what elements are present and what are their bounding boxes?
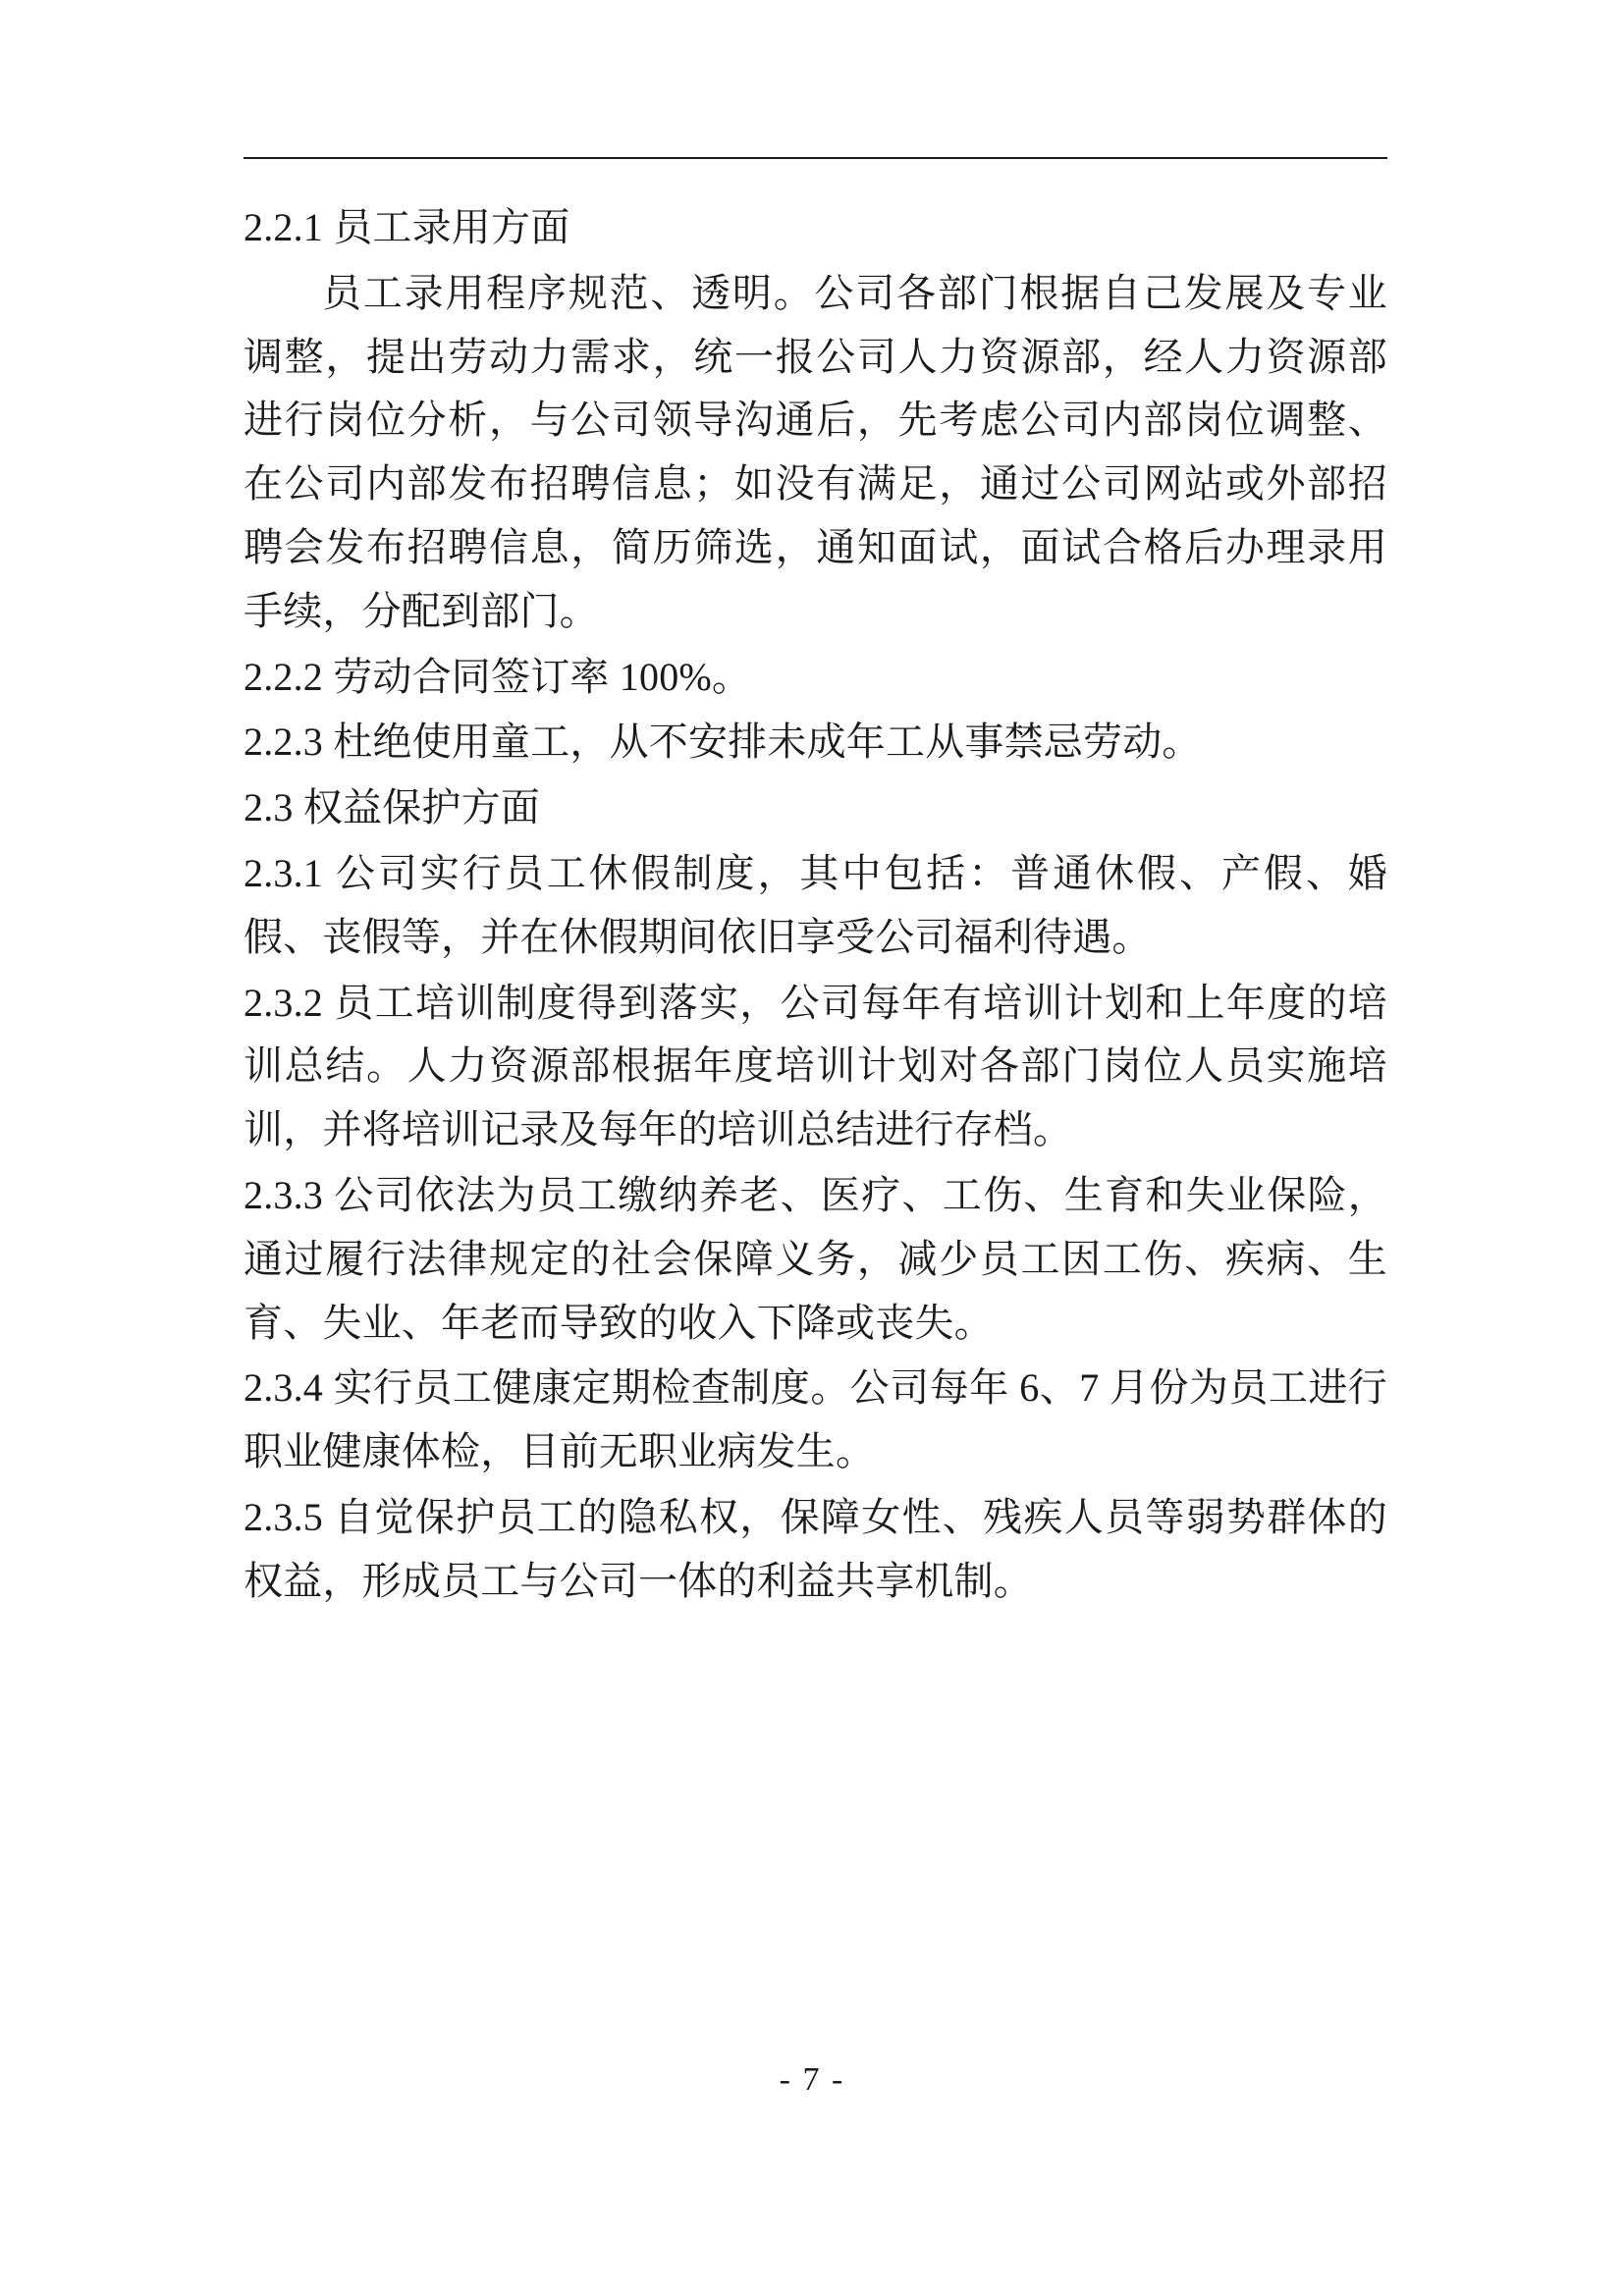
paragraph-2-3-3: 2.3.3 公司依法为员工缴纳养老、医疗、工伤、生育和失业保险，通过履行法律规定的社会保障义务，减少员工因工伤、疾病、生育、失业、年老而导致的收入下降或丧失。 [244, 1172, 1387, 1345]
page-content [244, 157, 1387, 1616]
section-heading-2-3: 2.3 权益保护方面 [244, 785, 540, 830]
paragraph-2-3-5: 2.3.5 自觉保护员工的隐私权，保障女性、残疾人员等弱势群体的权益，形成员工与公司一体的利益共享机制。 [244, 1494, 1387, 1603]
paragraph-2-2-2: 2.2.2 劳动合同签订率 100%。 [244, 654, 752, 699]
section-heading-2-2-1: 2.2.1 员工录用方面 [244, 205, 570, 249]
paragraph-2-3-1: 2.3.1 公司实行员工休假制度，其中包括：普通休假、产假、婚假、丧假等，并在休假期间依旧享受公司福利待遇。 [244, 850, 1387, 959]
paragraph-2-2-1-body: 员工录用程序规范、透明。公司各部门根据自己发展及专业调整，提出劳动力需求，统一报公司人力资源部，经人力资源部进行岗位分析，与公司领导沟通后，先考虑公司内部岗位调整、在公司内部发布招聘信息；如没有满足，通过公司网站或外部招聘会发布招聘信息，简历筛选，通知面试，面试合格后办理录用手续，分配到部门。 [244, 270, 1387, 633]
paragraph-2-2-3: 2.2.3 杜绝使用童工，从不安排未成年工从事禁忌劳动。 [244, 720, 1202, 765]
page-number: - 7 - [779, 2061, 845, 2098]
paragraph-2-3-2: 2.3.2 员工培训制度得到落实，公司每年有培训计划和上年度的培训总结。人力资源部根据年度培训计划对各部门岗位人员实施培训，并将培训记录及每年的培训总结进行存档。 [244, 980, 1387, 1152]
header-rule [244, 157, 1387, 159]
paragraph-2-3-4: 2.3.4 实行员工健康定期检查制度。公司每年 6、7 月份为员工进行职业健康体检，目前无职业病发生。 [244, 1365, 1387, 1474]
